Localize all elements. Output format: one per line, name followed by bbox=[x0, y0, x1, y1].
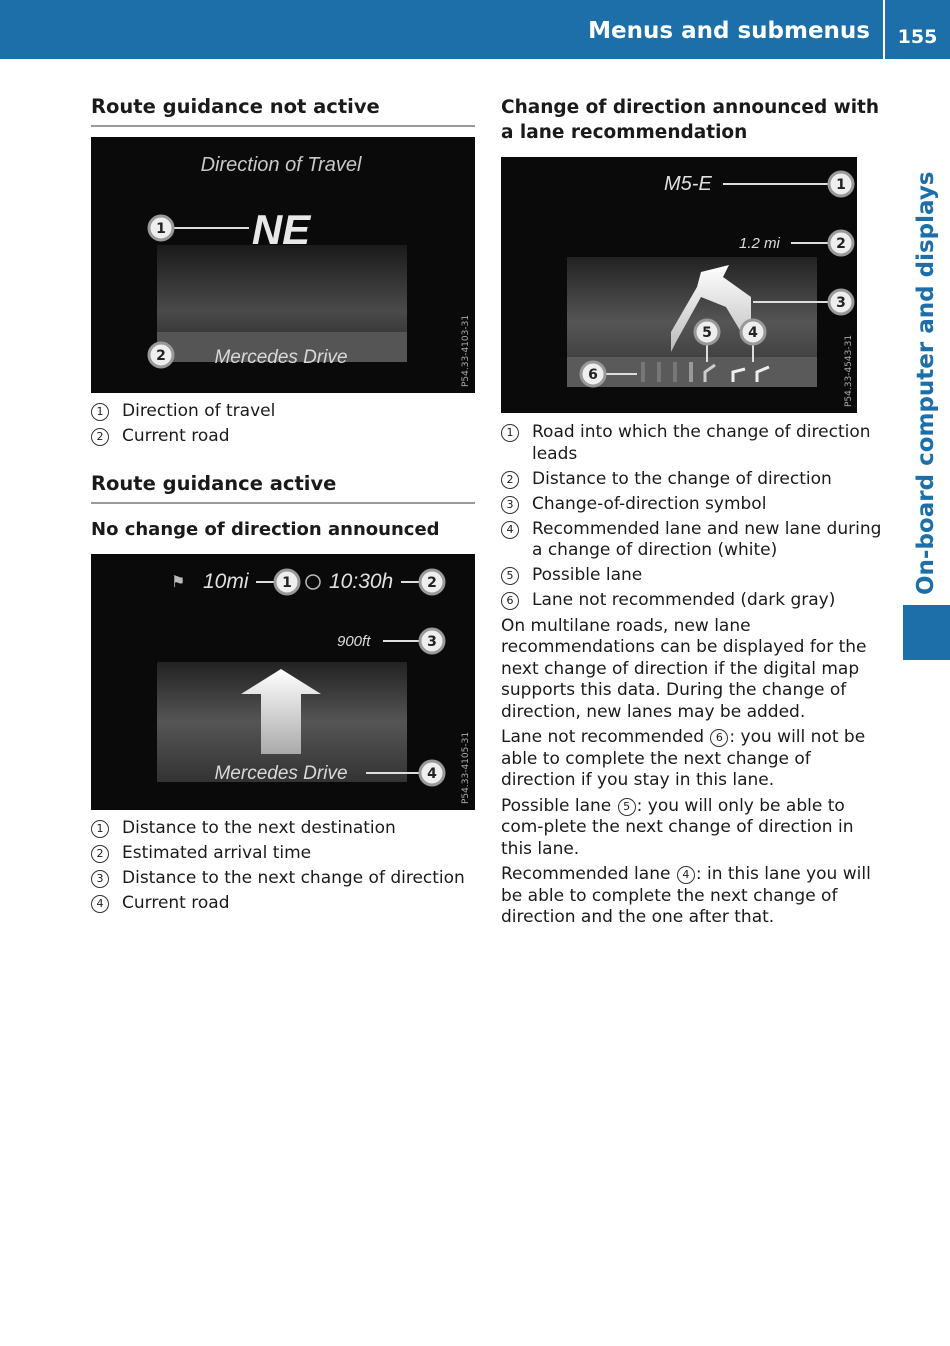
callout-6: 6 bbox=[588, 367, 598, 383]
page-header bbox=[0, 0, 950, 59]
side-tab-block bbox=[903, 605, 950, 660]
paragraph-1: On multilane roads, new lane recommendations can be displayed for the next change of direction if the digital map supports this data. During the change of direction, new lanes may be added. bbox=[501, 615, 867, 722]
side-tab-label: On-board computer and displays bbox=[913, 171, 939, 595]
callout-1: 1 bbox=[156, 221, 166, 237]
callout-3: 3 bbox=[427, 633, 437, 650]
legend-item: 1 Distance to the next destination bbox=[91, 818, 475, 840]
callout-1: 1 bbox=[836, 177, 846, 193]
paragraph-2: Lane not recommended 6 : you will not be able to complete the next change of direction if you stay in this lane. bbox=[501, 727, 866, 790]
direction-value: NE bbox=[251, 206, 311, 253]
section-heading-route-not-active: Route guidance not active bbox=[91, 95, 475, 127]
left-column bbox=[91, 95, 475, 918]
figure-lane-recommendation bbox=[501, 157, 857, 413]
callout-5: 5 bbox=[702, 325, 712, 341]
figure-title: Direction of Travel bbox=[200, 154, 362, 176]
legend-item: 3 Change-of-direction symbol bbox=[501, 494, 885, 516]
road-name: Mercedes Drive bbox=[214, 762, 348, 784]
legend-item: 2 Distance to the change of direction bbox=[501, 469, 885, 491]
callout-1: 1 bbox=[282, 574, 292, 591]
destination-flag-icon: ⚑ bbox=[171, 571, 186, 591]
page-number: 155 bbox=[897, 26, 938, 48]
distance-destination: 10mi bbox=[203, 569, 249, 593]
subheading-no-change: No change of direction announced bbox=[91, 518, 440, 540]
section-heading-lane-recommendation: Change of direction announced with a lane recommendation bbox=[501, 97, 880, 143]
legend-item: 3 Distance to the next change of direction bbox=[91, 868, 475, 890]
figure-code: P54.33-4105-31 bbox=[461, 731, 471, 804]
legend-item: 1 Road into which the change of direction leads bbox=[501, 422, 885, 465]
distance-change: 1.2 mi bbox=[739, 235, 780, 252]
paragraph-4: Recommended lane 4 : in this lane you will be able to complete the next change of direction and the one after that. bbox=[501, 864, 871, 927]
header-title: Menus and submenus bbox=[588, 18, 870, 44]
legend-route-not-active bbox=[91, 401, 475, 448]
figure-route-not-active bbox=[91, 137, 475, 393]
arrival-time: 10:30h bbox=[329, 569, 394, 593]
callout-4: 4 bbox=[748, 325, 758, 341]
right-column bbox=[501, 95, 885, 933]
figure-svg-1 bbox=[91, 137, 475, 393]
clock-icon bbox=[306, 575, 320, 589]
callout-2: 2 bbox=[156, 348, 166, 364]
road-name: Mercedes Drive bbox=[214, 347, 348, 368]
legend-no-change bbox=[91, 818, 475, 915]
section-heading-route-active: Route guidance active bbox=[91, 472, 475, 504]
legend-item: 5 Possible lane bbox=[501, 565, 885, 587]
legend-item: 4 Current road bbox=[91, 893, 475, 915]
callout-4: 4 bbox=[427, 765, 437, 782]
target-road: M5-E bbox=[664, 173, 712, 195]
legend-item: 2 Estimated arrival time bbox=[91, 843, 475, 865]
figure-svg-3 bbox=[501, 157, 857, 413]
figure-code: P54.33-4543-31 bbox=[844, 334, 854, 407]
legend-item: 6 Lane not recommended (dark gray) bbox=[501, 590, 885, 612]
legend-item: 4 Recommended lane and new lane during a change of direction (white) bbox=[501, 519, 885, 562]
callout-2: 2 bbox=[836, 236, 846, 252]
figure-code: P54.33-4103-31 bbox=[461, 314, 471, 387]
callout-3: 3 bbox=[836, 295, 846, 311]
paragraph-3: Possible lane 5 : you will only be able to com-plete the next change of direction in this lane. bbox=[501, 795, 854, 859]
figure-no-change bbox=[91, 554, 475, 810]
figure-svg-2 bbox=[91, 554, 475, 810]
legend-item: 2 Current road bbox=[91, 426, 475, 448]
body-text bbox=[501, 616, 885, 929]
legend-item: 1 Direction of travel bbox=[91, 401, 475, 423]
callout-2: 2 bbox=[427, 574, 437, 591]
legend-lane-recommendation bbox=[501, 422, 885, 612]
distance-next-change: 900ft bbox=[337, 632, 371, 650]
